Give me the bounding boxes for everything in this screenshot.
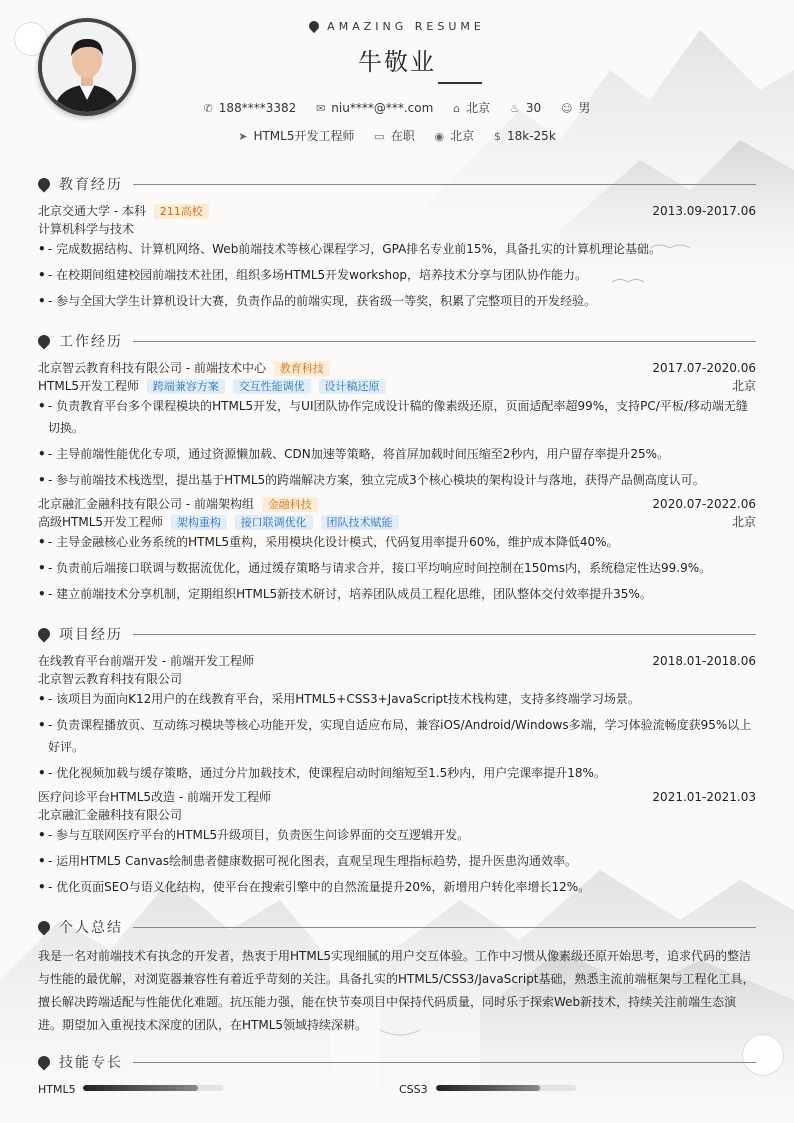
salary-text: 18k-25k: [507, 129, 556, 143]
send-icon: ➤: [238, 130, 248, 143]
leaf-icon: [36, 919, 53, 936]
status-item: [374, 127, 414, 144]
job-title: 高级HTML5开发工程师: [38, 515, 164, 529]
gender-item: [561, 99, 590, 116]
section-title: 技能专长: [59, 1055, 123, 1071]
gender-text: 男: [578, 101, 591, 115]
skill-tag: 设计稿还原: [319, 379, 386, 394]
section-title: 工作经历: [59, 334, 123, 350]
project-company: 北京融汇金融科技有限公司: [38, 808, 183, 822]
phone-text: 188****3382: [218, 101, 297, 115]
skill-level-fill: [83, 1085, 198, 1091]
briefcase-icon: ▭: [374, 130, 385, 143]
project-header: [38, 789, 756, 805]
age-text: 30: [525, 101, 542, 115]
section-divider: [133, 341, 756, 342]
section-summary: [38, 917, 756, 937]
location-text: 北京: [466, 101, 491, 115]
home-icon: ⌂: [453, 102, 461, 115]
skill-name: CSS3: [399, 1083, 428, 1096]
section-divider: [133, 184, 756, 185]
project-header: [38, 653, 756, 669]
project-bullet: • - 该项目为面向K12用户的在线教育平台，采用HTML5+CSS3+JavaScript技术栈构建，支持多终端学习场景。: [38, 688, 756, 710]
section-divider: [133, 1062, 756, 1063]
target-city-text: 北京: [450, 129, 475, 143]
status-text: 在职: [390, 129, 415, 143]
section-projects: [38, 624, 756, 644]
skill-tag: 团队技术赋能: [321, 515, 399, 530]
candidate-name: 牛敬业: [358, 48, 436, 76]
location-item: [453, 99, 490, 116]
project-date: 2021.01-2021.03: [652, 790, 756, 804]
section-divider: [133, 927, 756, 928]
project-bullet: • - 优化页面SEO与语义化结构，使平台在搜索引擎中的自然流量提升20%，新增用户转化率增长12%。: [38, 876, 756, 898]
job-intent-row: [0, 127, 794, 144]
work-bullet: • - 主导金融核心业务系统的HTML5重构，采用模块化设计模式，代码复用率提升60%，维护成本降低40%。: [38, 531, 756, 553]
cake-icon: ♨: [509, 102, 520, 115]
map-pin-icon: ◉: [434, 130, 445, 143]
education-major: 计算机科学与技术: [38, 222, 135, 236]
salary-item: [494, 129, 556, 143]
project-date: 2018.01-2018.06: [652, 654, 756, 668]
education-bullet: • - 参与全国大学生计算机设计大赛，负责作品的前端实现，获省级一等奖，积累了完整项目的开发经验。: [38, 290, 756, 312]
leaf-icon: [307, 19, 321, 33]
contact-row: [0, 99, 794, 116]
section-education: [38, 174, 756, 194]
skill-tag: 交互性能调优: [233, 379, 311, 394]
work-role-row: [38, 378, 756, 394]
section-skills: [38, 1052, 756, 1072]
education-date: 2013.09-2017.06: [652, 204, 756, 218]
work-city: 北京: [731, 515, 756, 529]
money-icon: $: [494, 130, 501, 143]
project-bullet: • - 运用HTML5 Canvas绘制患者健康数据可视化图表，直观呈现生理指标趋势，提升医患沟通效率。: [38, 850, 756, 872]
section-title: 项目经历: [59, 627, 123, 643]
company-name: 北京融汇金融科技有限公司 - 前端架构组: [38, 497, 254, 511]
section-work: [38, 331, 756, 351]
skill-tag: 架构重构: [171, 515, 227, 530]
project-bullet: • - 负责课程播放页、互动练习模块等核心功能开发，实现自适应布局，兼容iOS/Android/Windows多端，学习体验流畅度获95%以上好评。: [38, 714, 756, 758]
work-header: [38, 496, 756, 512]
work-bullet: • - 负责教育平台多个课程模块的HTML5开发，与UI团队协作完成设计稿的像素级还原，页面适配率超99%，支持PC/平板/移动端无缝切换。: [38, 395, 756, 439]
gender-icon: ☺: [560, 102, 573, 115]
skill-tag: 跨端兼容方案: [147, 379, 225, 394]
email-text: niu****@***.com: [331, 101, 434, 115]
section-title: 教育经历: [59, 177, 123, 193]
work-date: 2017.07-2020.06: [652, 361, 756, 375]
position-text: HTML5开发工程师: [253, 129, 355, 143]
leaf-icon: [36, 626, 53, 643]
leaf-icon: [36, 333, 53, 350]
work-bullet: • - 参与前端技术栈选型，提出基于HTML5的跨端解决方案，独立完成3个核心模块的架构设计与落地，获得产品侧高度认可。: [38, 469, 756, 491]
project-name: 在线教育平台前端开发 - 前端开发工程师: [38, 654, 254, 668]
project-bullet: • - 参与互联网医疗平台的HTML5升级项目，负责医生问诊界面的交互逻辑开发。: [38, 824, 756, 846]
school-name: 北京交通大学 - 本科: [38, 204, 146, 218]
mail-icon: ✉: [316, 102, 326, 115]
education-bullet: • - 完成数据结构、计算机网络、Web前端技术等核心课程学习，GPA排名专业前15%，具备扎实的计算机理论基础。: [38, 238, 756, 260]
work-header: [38, 360, 756, 376]
industry-tag: 教育科技: [274, 361, 330, 376]
skill-name: HTML5: [38, 1083, 76, 1096]
phone-icon: ✆: [203, 102, 213, 115]
target-city-item: [435, 127, 475, 144]
industry-tag: 金融科技: [262, 497, 318, 512]
project-bullet: • - 优化视频加载与缓存策略，通过分片加载技术，使课程启动时间缩短至1.5秒内，用户完课率提升18%。: [38, 762, 756, 784]
work-city: 北京: [731, 379, 756, 393]
work-role-row: [38, 514, 756, 530]
job-title: HTML5开发工程师: [38, 379, 140, 393]
age-item: [510, 101, 541, 115]
skill-level-bar: [83, 1085, 223, 1091]
work-bullet: • - 建立前端技术分享机制，定期组织HTML5新技术研讨，培养团队成员工程化思维，团队整体交付效率提升35%。: [38, 583, 756, 605]
section-divider: [133, 634, 756, 635]
phone-item: [204, 101, 297, 115]
name-divider: [438, 82, 482, 84]
company-name: 北京智云教育科技有限公司 - 前端技术中心: [38, 361, 266, 375]
school-tag: 211高校: [154, 204, 209, 219]
work-date: 2020.07-2022.06: [652, 497, 756, 511]
position-item: [238, 127, 354, 144]
work-bullet: • - 负责前后端接口联调与数据流优化，通过缓存策略与请求合并，接口平均响应时间控制在150ms内，系统稳定性达99.9%。: [38, 557, 756, 579]
work-bullet: • - 主导前端性能优化专项，通过资源懒加载、CDN加速等策略，将首屏加载时间压缩至2秒内，用户留存率提升25%。: [38, 443, 756, 465]
education-header: [38, 203, 756, 219]
education-bullet: • - 在校期间组建校园前端技术社团，组织多场HTML5开发workshop，培养技术分享与团队协作能力。: [38, 264, 756, 286]
email-item: [316, 101, 433, 115]
tagline: [0, 20, 794, 33]
leaf-icon: [36, 176, 53, 193]
project-name: 医疗问诊平台HTML5改造 - 前端开发工程师: [38, 790, 271, 804]
skill-level-bar: [436, 1085, 576, 1091]
leaf-icon: [36, 1054, 53, 1071]
tagline-text: AMAZING RESUME: [327, 20, 485, 33]
skill-tag: 接口联调优化: [235, 515, 313, 530]
summary-text: 我是一名对前端技术有执念的开发者，热衷于用HTML5实现细腻的用户交互体验。工作中习惯从像素级还原开始思考，追求代码的整洁与性能的最优解，对浏览器兼容性有着近乎苛刻的关注。具备扎实的HTML5/CSS3/JavaScript基础，熟悉主流前端框架与工程化工具，擅长解决跨端适配与性能优化难题。抗压能力强，能在快节奏项目中保持代码质量，同时乐于探索Web新技术，持续关注前端生态演进。期望加入重视技术深度的团队，在HTML5领域持续深耕。: [38, 949, 755, 1032]
project-company: 北京智云教育科技有限公司: [38, 672, 183, 686]
skill-level-fill: [436, 1085, 540, 1091]
section-title: 个人总结: [59, 920, 123, 936]
